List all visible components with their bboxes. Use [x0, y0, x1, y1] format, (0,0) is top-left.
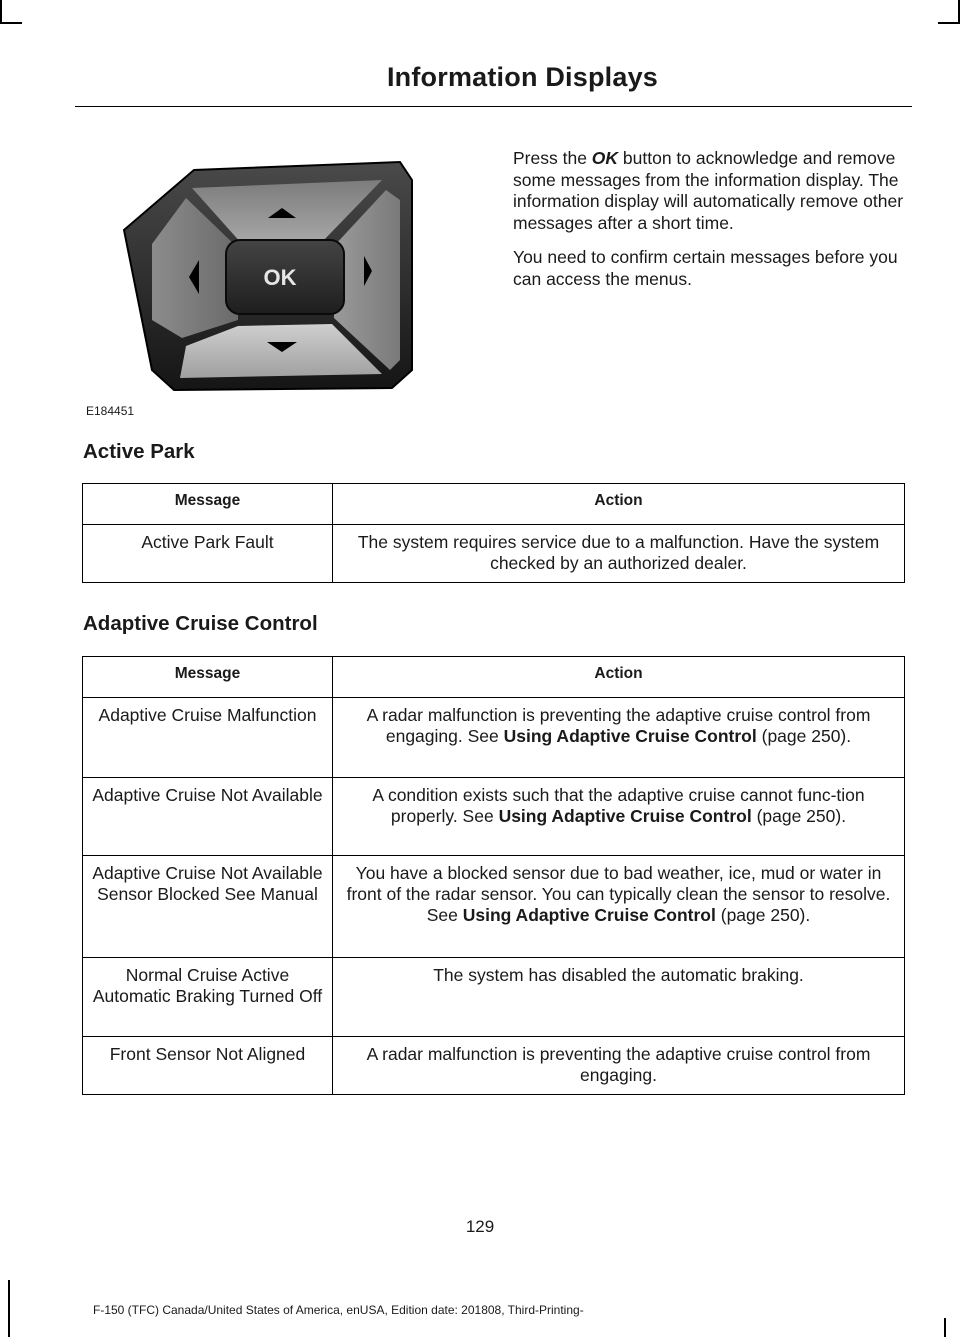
intro-text-part: Press the — [513, 148, 592, 168]
footer-edition-info: F-150 (TFC) Canada/United States of America, enUSA, Edition date: 201808, Third-Printing- — [93, 1303, 584, 1317]
column-header-action: Action — [333, 657, 905, 698]
action-text: A condition exists such that the adaptive cruise cannot func-tion properly. See — [372, 785, 865, 826]
table-row — [83, 958, 905, 1037]
column-header-message: Message — [83, 484, 333, 525]
intro-text — [513, 148, 905, 303]
intro-paragraph: You need to confirm certain messages before you can access the menus. — [513, 247, 898, 289]
header-divider — [75, 106, 912, 107]
active-park-table — [82, 483, 905, 583]
cross-reference-link[interactable]: Using Adaptive Cruise Control — [503, 726, 757, 746]
action-cell — [333, 778, 905, 856]
ok-button-label: OK — [263, 265, 297, 290]
message-cell: Adaptive Cruise Malfunction — [83, 698, 333, 778]
table-header-row — [83, 657, 905, 698]
intro-paragraph — [513, 148, 905, 234]
message-cell: Front Sensor Not Aligned — [83, 1037, 333, 1095]
cross-reference-link[interactable]: Using Adaptive Cruise Control — [498, 806, 752, 826]
action-cell — [333, 856, 905, 958]
section-heading-adaptive-cruise-control: Adaptive Cruise Control — [83, 612, 318, 635]
page-reference: (page 250). — [751, 806, 847, 826]
page-number: 129 — [465, 1217, 495, 1236]
ok-emphasis: OK — [591, 148, 619, 168]
table-row — [83, 1037, 905, 1095]
figure-code: E184451 — [86, 404, 135, 418]
action-text: You have a blocked sensor due to bad weather, ice, mud or water in front of the radar sensor. You can typically clean the sensor to resolve. See — [346, 863, 891, 925]
message-cell: Normal Cruise Active Automatic Braking Turned Off — [83, 958, 333, 1037]
section-heading-active-park: Active Park — [83, 440, 195, 463]
steering-wheel-buttons-figure — [82, 140, 442, 418]
steering-wheel-buttons-illustration — [82, 140, 442, 418]
crop-mark — [0, 22, 22, 24]
cross-reference-link[interactable]: Using Adaptive Cruise Control — [462, 905, 716, 925]
page-title: Information Displays — [386, 62, 658, 92]
adaptive-cruise-table — [82, 656, 905, 1095]
table-row — [83, 856, 905, 958]
column-header-action: Action — [333, 484, 905, 525]
table-row — [83, 778, 905, 856]
action-text: A radar malfunction is preventing the adaptive cruise control from engaging. See — [366, 705, 871, 746]
table-row — [83, 525, 905, 583]
crop-mark — [0, 0, 2, 22]
crop-mark — [938, 22, 960, 24]
action-cell: A radar malfunction is preventing the adaptive cruise control from engaging. — [333, 1037, 905, 1095]
table-row — [83, 698, 905, 778]
table-header-row — [83, 484, 905, 525]
page-reference: (page 250). — [715, 905, 811, 925]
crop-mark — [944, 1318, 946, 1337]
column-header-message: Message — [83, 657, 333, 698]
page-reference: (page 250). — [756, 726, 852, 746]
message-cell: Adaptive Cruise Not Available Sensor Blocked See Manual — [83, 856, 333, 958]
message-cell: Active Park Fault — [83, 525, 333, 583]
message-cell: Adaptive Cruise Not Available — [83, 778, 333, 856]
action-cell: The system has disabled the automatic braking. — [333, 958, 905, 1037]
action-cell — [333, 698, 905, 778]
crop-mark — [8, 1280, 10, 1337]
action-cell: The system requires service due to a malfunction. Have the system checked by an authorized dealer. — [333, 525, 905, 583]
intro-text-part: button to acknowledge and remove some messages from the information display. The information display will automatically remove other messages after a short time. — [513, 148, 904, 233]
